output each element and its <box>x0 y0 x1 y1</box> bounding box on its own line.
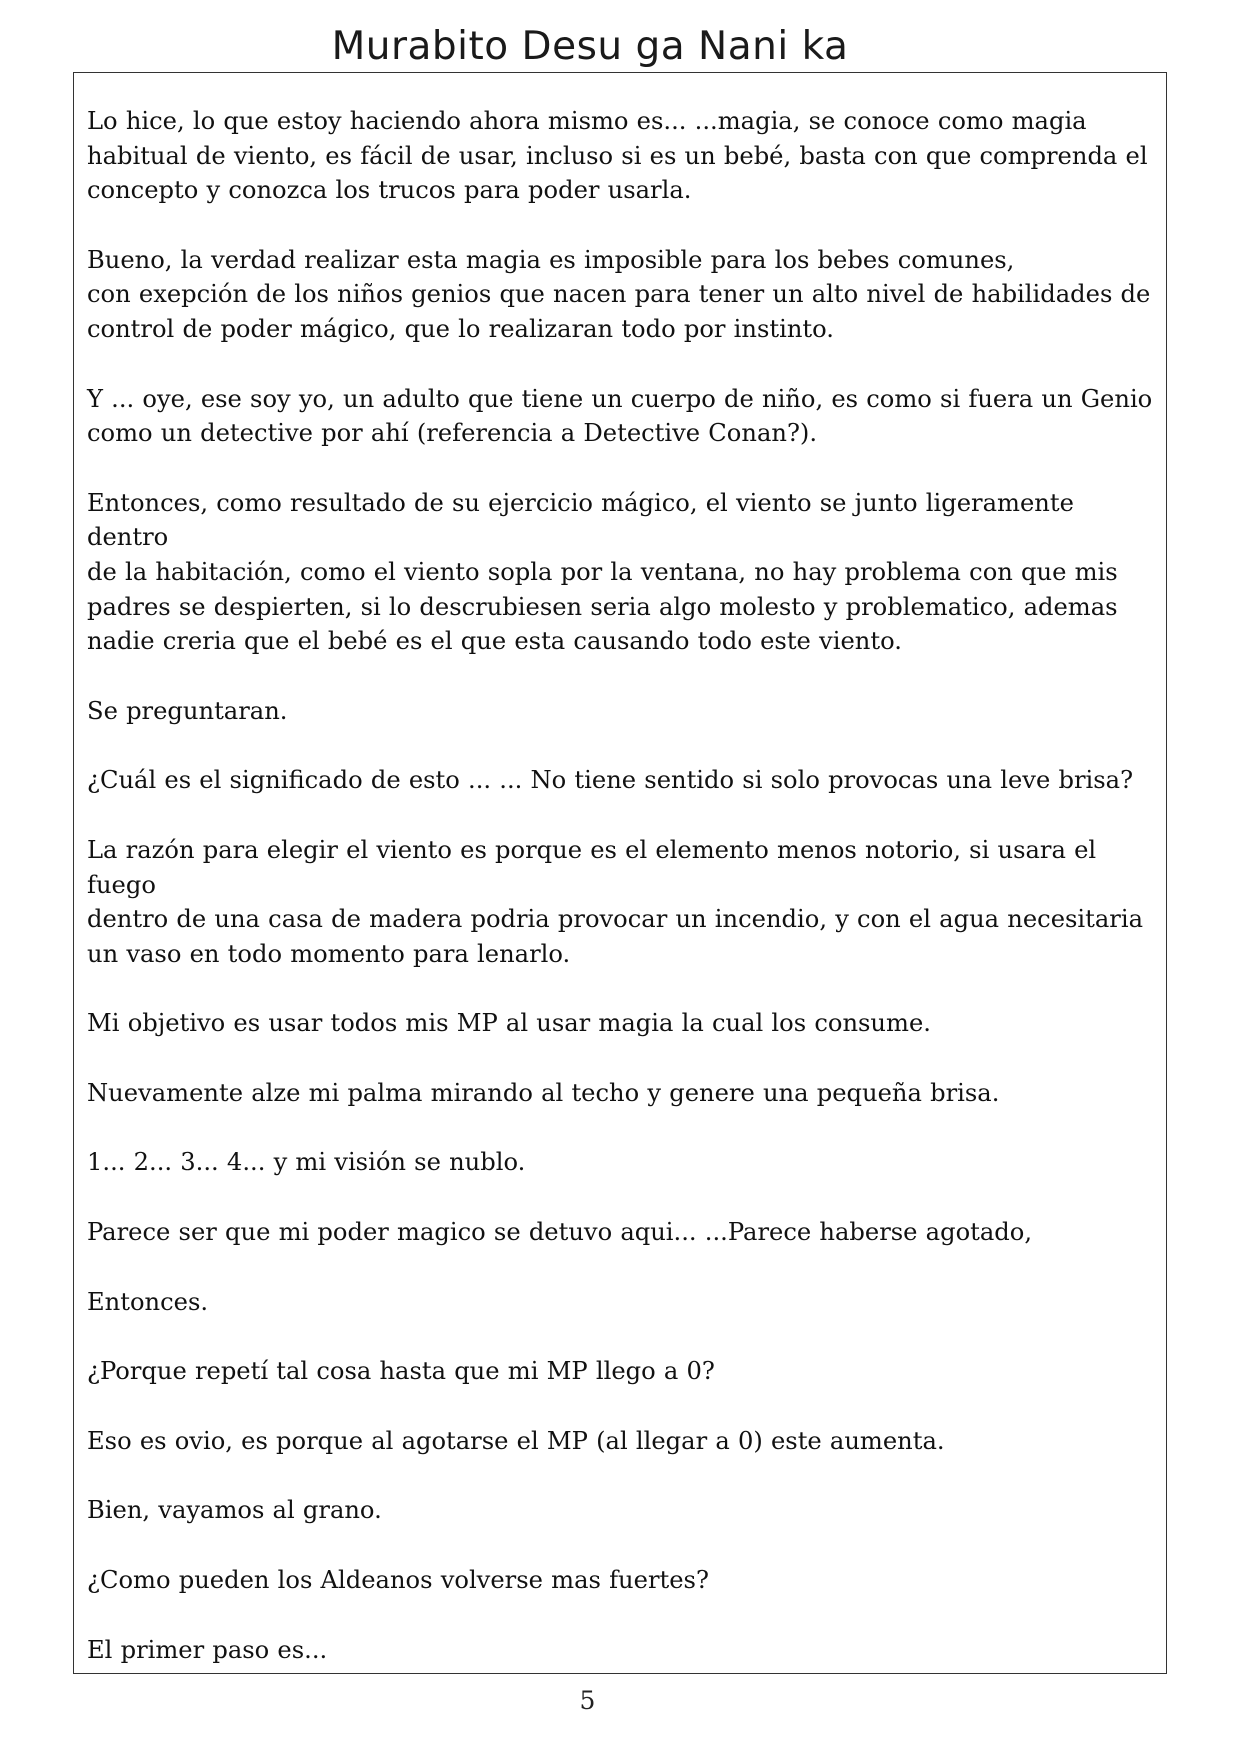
paragraph: Lo hice, lo que estoy haciendo ahora mismo es... ...magia, se conoce como magia habitual de viento, es fácil de usar, incluso si es un bebé, basta con que comprenda el concepto y conozca los trucos para poder usarla. <box>87 107 1148 205</box>
page-title: Murabito Desu ga Nani ka <box>331 24 849 69</box>
paragraph: ¿Porque repetí tal cosa hasta que mi MP llego a 0? <box>87 1357 715 1386</box>
paragraph: Entonces, como resultado de su ejercicio mágico, el viento se junto ligeramente dentro de la habitación, como el viento sopla por la ventana, no hay problema con que mis padres se despierten, si lo descrubiesen seria algo molesto y problematico, ademas nadie creria que el bebé es el que esta causando todo este viento. <box>87 488 1118 656</box>
paragraph: Bueno, la verdad realizar esta magia es imposible para los bebes comunes, con exepción de los niños genios que nacen para tener un alto nivel de habilidades de control de poder mágico, que lo realizaran todo por instinto. <box>87 245 1151 343</box>
paragraph: La razón para elegir el viento es porque es el elemento menos notorio, si usara el fuego dentro de una casa de madera podria provocar un incendio, y con el agua necesitaria un vaso en todo momento para lenarlo. <box>87 835 1144 968</box>
paragraph: Parece ser que mi poder magico se detuvo aqui... ...Parece haberse agotado, <box>87 1218 1033 1247</box>
paragraph: Bien, vayamos al grano. <box>87 1496 382 1525</box>
paragraph: ¿Cuál es el significado de esto ... ... No tiene sentido si solo provocas una leve brisa? <box>87 766 1134 795</box>
paragraph: Entonces. <box>87 1287 209 1316</box>
paragraph: Nuevamente alze mi palma mirando al techo y genere una pequeña brisa. <box>87 1078 1000 1107</box>
paragraph: El primer paso es... <box>87 1635 328 1664</box>
paragraph: ¿Como pueden los Aldeanos volverse mas fuertes? <box>87 1566 709 1595</box>
paragraph: Se preguntaran. <box>87 696 288 725</box>
paragraph: Y ... oye, ese soy yo, un adulto que tiene un cuerpo de niño, es como si fuera un Genio como un detective por ahí (referencia a Detective Conan?). <box>87 384 1153 448</box>
page-number: 5 <box>579 1686 596 1715</box>
paragraph: Mi objetivo es usar todos mis MP al usar magia la cual los consume. <box>87 1009 931 1038</box>
body-text <box>87 104 1159 1702</box>
paragraph: 1... 2... 3... 4... y mi visión se nublo. <box>87 1148 526 1177</box>
paragraph: Eso es ovio, es porque al agotarse el MP (al llegar a 0) este aumenta. <box>87 1426 945 1455</box>
